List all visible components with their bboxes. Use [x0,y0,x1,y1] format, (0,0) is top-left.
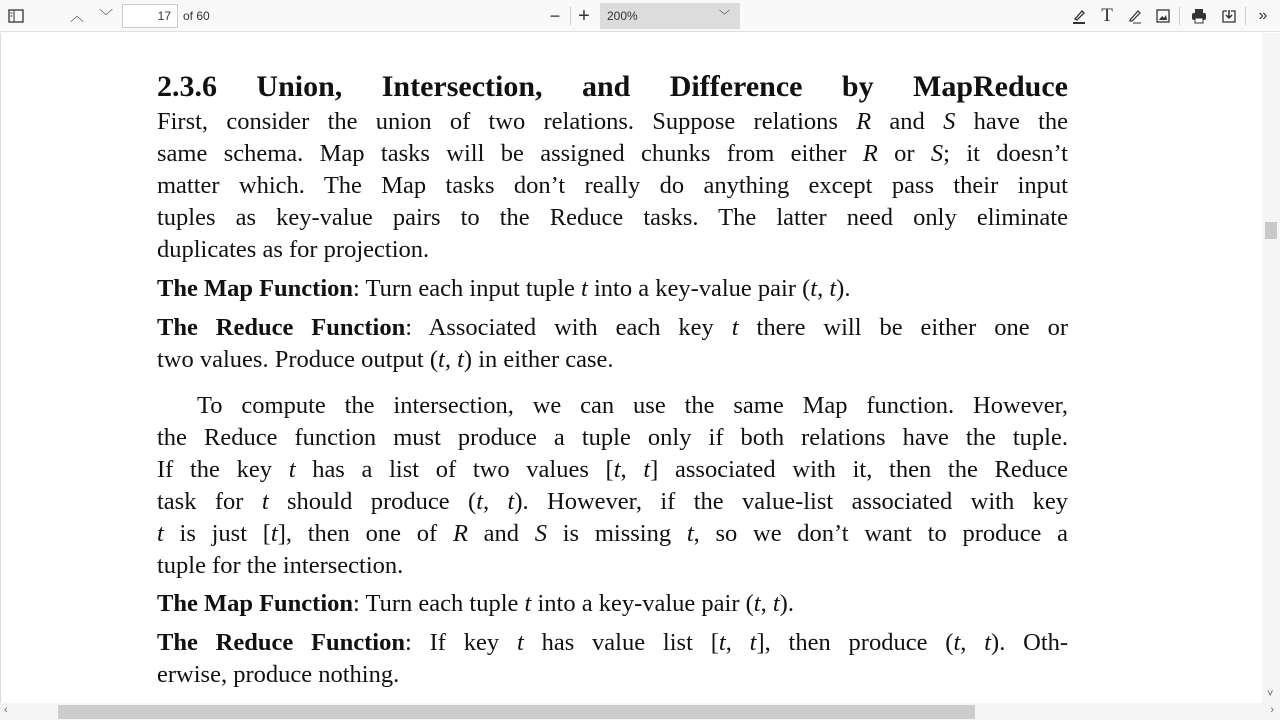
math-variable: t [516,629,524,656]
math-variable: t [753,590,761,617]
divider [1179,7,1180,25]
math-variable: t [261,488,269,515]
math-variable: R [452,520,468,547]
text-line [157,234,1068,266]
math-variable: t [476,488,484,515]
text-segment: ) in either case. [463,346,614,373]
math-variable: t [643,456,651,483]
math-variable: S [930,140,944,167]
text-tool-icon[interactable]: T [1101,5,1113,26]
page-number-input[interactable]: 17 [122,4,178,28]
math-variable: t [772,590,780,617]
math-variable: t [810,275,818,302]
text-line [157,550,1068,582]
save-icon[interactable] [1216,0,1242,32]
text-segment: into a key-value pair ( [531,590,754,617]
text-segment: into a key-value pair ( [587,275,811,302]
image-icon[interactable] [1150,0,1176,32]
text-segment: , [444,346,458,373]
text-segment: First, consider the union of two relations. Suppose relations [157,108,857,135]
more-tools-icon[interactable]: » [1258,7,1268,24]
math-variable: t [749,629,757,656]
text-segment: should produce ( [268,488,477,515]
text-segment: , [760,590,773,617]
vertical-scroll-thumb[interactable] [1265,222,1277,239]
text-segment: tuples as key-value pairs to the Reduce tasks. The latter need only eliminate [157,204,1068,231]
text-segment: : Turn each tuple [353,590,525,617]
text-line [157,170,1068,202]
text-segment: : Turn each input tuple [353,275,582,302]
text-segment: tuple for the intersection. [157,552,404,579]
math-variable: t [953,629,961,656]
math-variable: t [581,275,588,302]
math-variable: t [157,520,164,547]
scroll-left-icon[interactable]: ‹ [4,704,8,716]
text-line [157,202,1068,234]
zoom-out-button[interactable]: − [549,5,561,26]
math-variable: S [534,520,548,547]
text-line [157,627,1068,659]
text-segment: ). However, if the value-list associated with key [514,488,1068,515]
previous-page-icon[interactable]: ︿ [70,8,84,24]
text-line [157,273,1068,305]
text-segment: and [871,108,944,135]
math-variable: t [613,456,621,483]
math-variable: R [862,140,878,167]
bold-term: The Map Function [157,590,354,617]
zoom-value: 200% [607,9,638,23]
text-segment: have the [955,108,1069,135]
pdf-page [0,33,1262,703]
text-line [157,344,1068,376]
text-line [157,106,1068,138]
section-heading: 2.3.6 Union, Intersection, and Difference by MapReduce [157,70,1068,103]
page-total-label: of 60 [183,9,210,23]
math-variable: t [438,346,445,373]
print-icon[interactable] [1186,0,1212,32]
text-segment: two values. Produce output ( [157,346,439,373]
divider [1245,7,1246,25]
math-variable: t [829,275,837,302]
math-variable: t [507,488,515,515]
text-line [157,659,1068,691]
pdf-toolbar [0,0,1280,32]
text-segment: , so we don’t want to produce a [693,520,1068,547]
zoom-in-button[interactable]: + [578,4,590,27]
text-segment: ], then produce ( [756,629,954,656]
text-segment: : Associated with each key [405,314,732,341]
bold-term: The Map Function [157,275,354,302]
text-segment: ], then one of [277,520,453,547]
text-line [157,138,1068,170]
math-variable: t [718,629,726,656]
text-segment: : If key [404,629,517,656]
text-segment: is just [ [163,520,271,547]
text-line [197,390,1068,422]
draw-icon[interactable] [1122,0,1148,32]
text-line [157,588,1068,620]
scroll-down-icon[interactable]: ˅ [1267,688,1274,700]
text-segment: has a list of two values [ [295,456,614,483]
chevron-down-icon: ﹀ [719,10,730,22]
math-variable: t [270,520,278,547]
bold-term: The Reduce Function [157,629,405,656]
text-segment: task for [157,488,262,515]
text-segment: If the key [157,456,289,483]
text-line [157,312,1068,344]
math-variable: R [856,108,872,135]
text-line [157,454,1068,486]
highlight-icon[interactable] [1066,0,1092,32]
text-segment: ] associated with it, then the Reduce [650,456,1068,483]
text-segment: ). [836,275,851,302]
text-segment: To compute the intersection, we can use the same Map function. However, [197,392,1068,419]
math-variable: S [943,108,956,135]
text-segment: and [467,520,535,547]
text-line [157,422,1068,454]
text-segment: erwise, produce nothing. [157,661,400,688]
text-segment: , [620,456,644,483]
text-segment: , [483,488,508,515]
math-variable: t [686,520,694,547]
text-segment: , [725,629,750,656]
text-line [157,486,1068,518]
text-line [157,518,1068,550]
text-segment: ; it doesn’t [943,140,1068,167]
text-segment: there will be either one or [738,314,1069,341]
vertical-scrollbar[interactable] [1262,33,1280,703]
text-segment: same schema. Map tasks will be assigned chunks from either [157,140,863,167]
scroll-right-icon[interactable]: › [1270,704,1274,716]
zoom-select[interactable] [600,3,740,29]
bold-term: The Reduce Function [157,314,406,341]
math-variable: t [524,590,532,617]
text-segment: , [817,275,830,302]
text-segment: or [877,140,931,167]
text-segment: has value list [ [523,629,719,656]
math-variable: t [457,346,464,373]
text-segment: duplicates as for projection. [157,236,430,263]
sidebar-toggle-icon[interactable] [3,0,29,32]
text-segment: is missing [547,520,687,547]
horizontal-scrollbar[interactable] [0,703,1280,720]
math-variable: t [288,456,296,483]
text-segment: matter which. The Map tasks don’t really do anything except pass their input [157,172,1068,199]
math-variable: t [731,314,739,341]
text-segment: ). [779,590,794,617]
text-segment: ). Oth- [991,629,1069,656]
text-segment: , [960,629,985,656]
text-segment: the Reduce function must produce a tuple only if both relations have the tuple. [157,424,1068,451]
math-variable: t [984,629,992,656]
next-page-icon[interactable]: ﹀ [99,8,113,24]
horizontal-scroll-thumb[interactable] [58,705,975,719]
